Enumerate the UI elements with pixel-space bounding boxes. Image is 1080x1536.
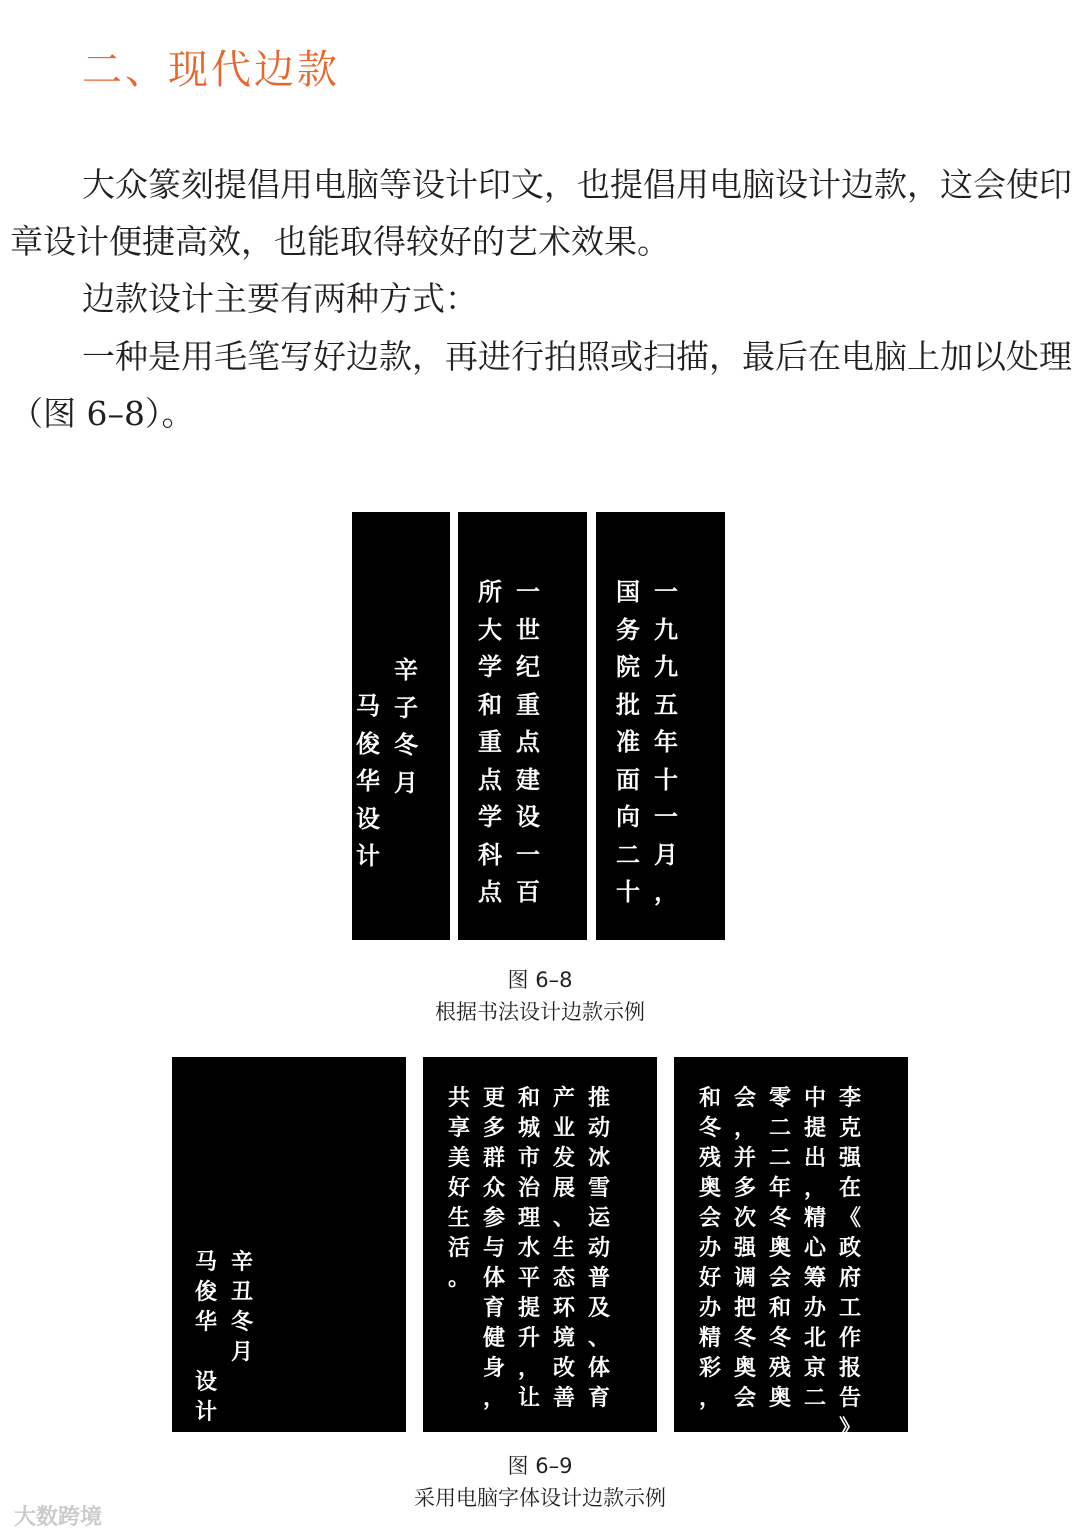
inscription-glyph: 冬 <box>734 1326 757 1351</box>
inscription-glyph: 工 <box>839 1296 862 1321</box>
inscription-glyph: ， <box>734 1116 757 1141</box>
inscription-glyph: 点 <box>516 728 540 756</box>
inscription-glyph: 计 <box>356 842 380 870</box>
inscription-glyph: 心 <box>804 1236 827 1261</box>
inscription-glyph: 发 <box>553 1146 576 1171</box>
inscription-glyph: 月 <box>654 840 678 869</box>
inscription-glyph: 学 <box>478 653 502 681</box>
paragraph-methods: 边款设计主要有两种方式： <box>82 279 478 318</box>
inscription-glyph: 业 <box>553 1116 576 1141</box>
inscription-glyph: 国 <box>616 578 640 606</box>
inscription-glyph: 多 <box>483 1116 506 1141</box>
inscription-glyph: 批 <box>616 690 640 719</box>
inscription-glyph: 。 <box>448 1266 471 1291</box>
inscription-glyph: 美 <box>448 1146 471 1171</box>
inscription-glyph: 更 <box>483 1086 506 1111</box>
inscription-glyph: 雪 <box>588 1176 611 1201</box>
inscription-glyph: 动 <box>588 1116 611 1141</box>
inscription-glyph: 与 <box>483 1236 506 1261</box>
inscription-glyph: 强 <box>839 1146 862 1171</box>
inscription-glyph: 冬 <box>231 1310 254 1335</box>
inscription-glyph: 冬 <box>699 1116 722 1141</box>
inscription-glyph: 马 <box>356 692 380 720</box>
inscription-glyph: 冬 <box>769 1206 792 1231</box>
inscription-glyph: 筹 <box>804 1266 827 1291</box>
inscription-glyph: 五 <box>654 690 678 719</box>
figure-6-8-panel-1 <box>352 512 450 940</box>
inscription-glyph: ， <box>483 1386 506 1411</box>
inscription-glyph: 产 <box>553 1086 576 1111</box>
inscription-glyph: ， <box>654 878 678 906</box>
inscription-glyph: 次 <box>734 1206 757 1231</box>
inscription-glyph: 城 <box>518 1116 541 1141</box>
inscription-glyph: 九 <box>654 615 678 644</box>
inscription-glyph: 九 <box>654 653 678 681</box>
inscription-glyph: 在 <box>839 1176 862 1201</box>
inscription-glyph: 世 <box>516 615 540 644</box>
inscription-glyph: 设 <box>356 804 380 833</box>
figure-6-8-number: 图 6–8 <box>507 968 573 992</box>
inscription-glyph: 精 <box>699 1326 722 1351</box>
inscription-glyph: 好 <box>448 1176 471 1201</box>
inscription-glyph: 和 <box>769 1296 792 1321</box>
inscription-glyph: 育 <box>483 1296 506 1321</box>
inscription-glyph: 年 <box>654 728 678 756</box>
inscription-glyph: 政 <box>839 1236 862 1261</box>
inscription-glyph: 体 <box>483 1266 506 1291</box>
inscription-glyph: 奥 <box>769 1386 792 1411</box>
inscription-glyph: 会 <box>734 1086 757 1111</box>
figure-6-9-panel-1 <box>172 1057 406 1432</box>
inscription-glyph: 生 <box>553 1236 576 1261</box>
section-heading: 二、现代边款 <box>82 47 340 93</box>
inscription-glyph: 华 <box>195 1310 218 1335</box>
inscription-glyph: 群 <box>483 1146 506 1171</box>
inscription-glyph: 中 <box>804 1086 827 1111</box>
inscription-glyph: 残 <box>699 1146 722 1171</box>
inscription-glyph: 报 <box>839 1356 862 1381</box>
inscription-glyph: 环 <box>553 1296 576 1321</box>
inscription-glyph: 院 <box>616 653 640 681</box>
inscription-glyph: 奥 <box>699 1176 722 1201</box>
inscription-glyph: 二 <box>769 1116 792 1141</box>
inscription-glyph: 告 <box>839 1386 862 1411</box>
inscription-glyph: 活 <box>448 1236 471 1261</box>
inscription-glyph: 和 <box>478 690 502 719</box>
inscription-glyph: 会 <box>734 1386 757 1411</box>
inscription-glyph: 》 <box>839 1416 862 1441</box>
figure-6-9-panel-2 <box>423 1057 657 1432</box>
inscription-glyph: 、 <box>588 1326 611 1351</box>
inscription-glyph: 精 <box>804 1206 827 1231</box>
inscription-glyph: 一 <box>654 803 678 831</box>
inscription-glyph: 设 <box>516 803 540 831</box>
inscription-glyph: 享 <box>448 1116 471 1141</box>
inscription-glyph: 月 <box>231 1340 254 1365</box>
inscription-glyph: 一 <box>654 578 678 606</box>
inscription-glyph: 办 <box>699 1236 722 1261</box>
inscription-glyph: 零 <box>769 1086 792 1111</box>
figure-6-8-caption: 根据书法设计边款示例 <box>435 1000 645 1024</box>
inscription-glyph: 俊 <box>356 729 380 758</box>
inscription-glyph: 辛 <box>231 1250 254 1275</box>
inscription-glyph: 北 <box>804 1326 827 1351</box>
inscription-glyph: 百 <box>516 878 540 906</box>
figure-6-8-panel-2 <box>458 512 587 940</box>
inscription-glyph: 华 <box>356 767 380 795</box>
inscription-glyph: 建 <box>516 765 540 794</box>
inscription-glyph: 设 <box>195 1370 218 1395</box>
inscription-glyph: 所 <box>478 578 502 606</box>
inscription-glyph: 会 <box>769 1266 792 1291</box>
inscription-glyph: 子 <box>394 693 418 722</box>
inscription-glyph: 二 <box>769 1146 792 1171</box>
inscription-glyph: 提 <box>804 1116 827 1141</box>
inscription-glyph: 大 <box>478 615 502 644</box>
inscription-glyph: 冰 <box>588 1146 611 1171</box>
inscription-glyph: 和 <box>699 1086 722 1111</box>
inscription-glyph: 作 <box>839 1326 862 1351</box>
inscription-glyph: 年 <box>769 1176 792 1201</box>
paragraph-method-one: 一种是用毛笔写好边款，再进行拍照或扫描，最后在电脑上加以处理（图 6–8）。 <box>10 337 1072 433</box>
inscription-glyph: 态 <box>553 1266 576 1291</box>
inscription-glyph: 务 <box>616 615 640 644</box>
inscription-glyph: 重 <box>516 690 540 719</box>
figure-6-9-number: 图 6–9 <box>507 1454 573 1478</box>
inscription-glyph: 运 <box>588 1206 611 1231</box>
inscription-glyph: 十 <box>616 878 640 906</box>
inscription-glyph: 平 <box>518 1266 541 1291</box>
inscription-glyph: 残 <box>769 1356 792 1381</box>
inscription-glyph: 克 <box>839 1116 862 1141</box>
inscription-glyph: 马 <box>195 1250 218 1275</box>
inscription-glyph: 丑 <box>231 1280 254 1305</box>
inscription-glyph: 二 <box>616 840 640 869</box>
inscription-glyph: 健 <box>483 1326 506 1351</box>
inscription-glyph: 会 <box>699 1206 722 1231</box>
figure-6-9-panel-3 <box>674 1057 908 1441</box>
inscription-glyph: 境 <box>553 1326 576 1351</box>
inscription-glyph: 推 <box>588 1086 611 1111</box>
inscription-glyph: 、 <box>553 1206 576 1231</box>
inscription-glyph: 提 <box>518 1296 541 1321</box>
inscription-glyph: 参 <box>483 1206 506 1231</box>
inscription-glyph: 普 <box>588 1266 611 1291</box>
inscription-glyph: 调 <box>734 1266 757 1291</box>
inscription-glyph: 理 <box>518 1206 541 1231</box>
inscription-glyph: 纪 <box>516 653 540 681</box>
inscription-glyph: 《 <box>839 1206 862 1231</box>
inscription-glyph: 善 <box>553 1386 576 1411</box>
inscription-glyph: ， <box>804 1176 827 1201</box>
inscription-glyph: 动 <box>588 1236 611 1261</box>
inscription-glyph: 学 <box>478 803 502 831</box>
inscription-glyph: 京 <box>804 1356 827 1381</box>
inscription-glyph: 让 <box>518 1386 541 1411</box>
inscription-glyph: 一 <box>516 578 540 606</box>
inscription-glyph: 升 <box>518 1326 541 1351</box>
inscription-glyph: 多 <box>734 1176 757 1201</box>
inscription-glyph: 奥 <box>769 1236 792 1261</box>
inscription-glyph: 水 <box>518 1236 541 1261</box>
inscription-glyph: 好 <box>699 1266 722 1291</box>
inscription-glyph: 李 <box>839 1086 862 1111</box>
inscription-glyph: 计 <box>195 1400 218 1425</box>
inscription-glyph: 科 <box>478 840 502 869</box>
inscription-glyph: 生 <box>448 1206 471 1231</box>
inscription-glyph: 和 <box>518 1086 541 1111</box>
inscription-glyph: 准 <box>616 728 640 756</box>
inscription-glyph: 并 <box>734 1146 757 1171</box>
inscription-glyph: 重 <box>478 728 502 756</box>
inscription-glyph: 俊 <box>195 1280 218 1305</box>
inscription-glyph: 办 <box>699 1296 722 1321</box>
inscription-glyph: 彩 <box>699 1356 722 1381</box>
inscription-glyph: 一 <box>516 840 540 869</box>
inscription-glyph: 向 <box>616 803 640 831</box>
inscription-glyph: 月 <box>394 768 418 797</box>
inscription-glyph: 共 <box>448 1086 471 1111</box>
inscription-glyph: 点 <box>478 765 502 794</box>
inscription-glyph: 展 <box>553 1176 576 1201</box>
watermark: 大数跨境 <box>14 1505 103 1530</box>
figure-6-8-panel-3 <box>596 512 725 940</box>
inscription-glyph: 出 <box>804 1146 827 1171</box>
inscription-glyph: 点 <box>478 878 502 906</box>
inscription-glyph: 办 <box>804 1296 827 1321</box>
inscription-glyph: 面 <box>616 765 640 794</box>
inscription-glyph: 奥 <box>734 1356 757 1381</box>
inscription-glyph: 治 <box>518 1176 541 1201</box>
inscription-glyph: 体 <box>588 1356 611 1381</box>
inscription-glyph: 冬 <box>394 731 418 759</box>
inscription-glyph: 强 <box>734 1236 757 1261</box>
inscription-glyph: 市 <box>518 1146 541 1171</box>
inscription-glyph: 身 <box>483 1356 506 1381</box>
inscription-glyph: 十 <box>654 765 678 794</box>
inscription-glyph: 育 <box>588 1386 611 1411</box>
inscription-glyph: ， <box>518 1356 541 1381</box>
figure-6-9-caption: 采用电脑字体设计边款示例 <box>414 1486 666 1510</box>
inscription-glyph: 府 <box>839 1266 862 1291</box>
inscription-glyph: 把 <box>734 1296 757 1321</box>
inscription-glyph: 众 <box>483 1176 506 1201</box>
inscription-glyph: 及 <box>588 1296 611 1321</box>
inscription-glyph: ， <box>699 1386 722 1411</box>
inscription-glyph: 辛 <box>394 656 418 684</box>
inscription-glyph: 二 <box>804 1386 827 1411</box>
inscription-glyph: 改 <box>553 1356 576 1381</box>
inscription-glyph: 冬 <box>769 1326 792 1351</box>
paragraph-intro: 大众篆刻提倡用电脑等设计印文，也提倡用电脑设计边款，这会使印章设计便捷高效，也能取得较好的艺术效果。 <box>10 165 1072 261</box>
